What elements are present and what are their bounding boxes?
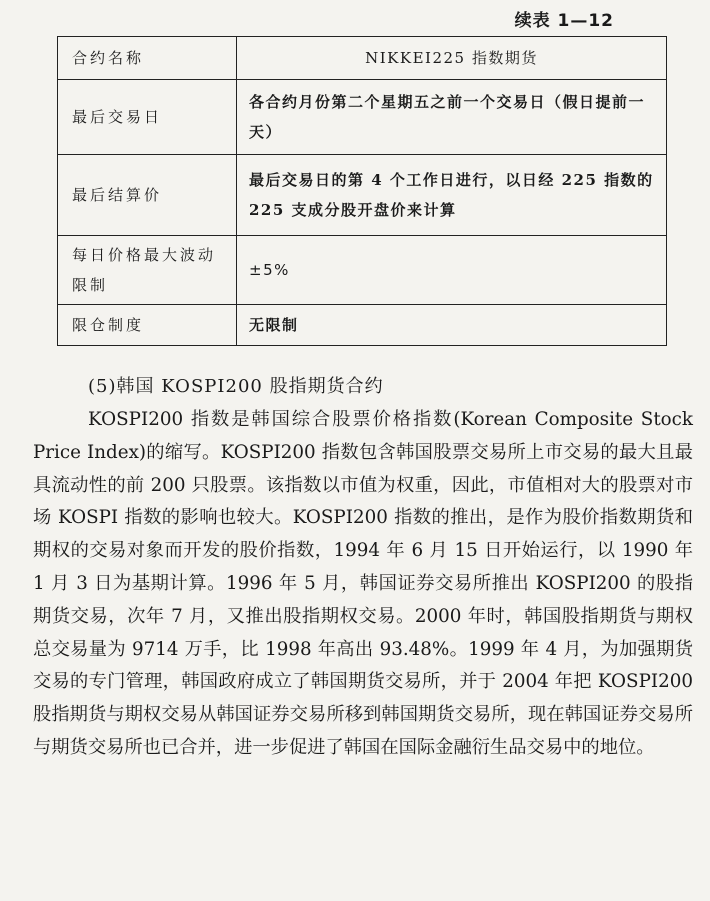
table-row — [58, 155, 667, 236]
table-row — [58, 80, 667, 155]
row-value: 各合约月份第二个星期五之前一个交易日（假日提前一天） — [237, 80, 667, 155]
row-key: 限仓制度 — [58, 305, 237, 346]
section-title: (5)韩国 KOSPI200 股指期货合约 — [88, 376, 384, 397]
row-value: 最后交易日的第 4 个工作日进行，以日经 225 指数的 225 支成分股开盘价来计算 — [237, 155, 667, 236]
row-key: 最后结算价 — [58, 155, 237, 236]
row-key: 每日价格最大波动限制 — [58, 236, 237, 305]
contract-spec-table — [57, 36, 667, 346]
row-value: NIKKEI225 指数期货 — [237, 37, 667, 80]
table-row — [58, 305, 667, 346]
row-value: ±5% — [237, 236, 667, 305]
row-value: 无限制 — [237, 305, 667, 346]
row-key: 最后交易日 — [58, 80, 237, 155]
table-row — [58, 236, 667, 305]
body-paragraph: KOSPI200 指数是韩国综合股票价格指数(Korean Composite Stock Price Index)的缩写。KOSPI200 指数包含韩国股票交易所上市交易的最大且最具流动性的前 200 只股票。该指数以市值为权重，因此，市值相对大的股票对市场 KOSPI 指数的影响也较大。KOSPI200 指数的推出，是作为股价指数期货和期权的交易对象而开发的股价指数，1994 年 6 月 15 日开始运行，以 1990 年 1 月 3 日为基期计算。1996 年 5 月，韩国证券交易所推出 KOSPI200 的股指期货交易，次年 7 月，又推出股指期权交易。2000 年时，韩国股指期货与期权总交易量为 9714 万手，比 1998 年高出 93.48%。1999 年 4 月，为加强期货交易的专门管理，韩国政府成立了韩国期货交易所，并于 2004 年把 KOSPI200 股指期货与期权交易从韩国证券交易所移到韩国期货交易所，现在韩国证券交易所与期货交易所也已合并，进一步促进了韩国在国际金融衍生品交易中的地位。 — [33, 409, 693, 758]
table-row — [58, 37, 667, 80]
row-key: 合约名称 — [58, 37, 237, 80]
table-caption: 续表 1—12 — [514, 11, 614, 31]
